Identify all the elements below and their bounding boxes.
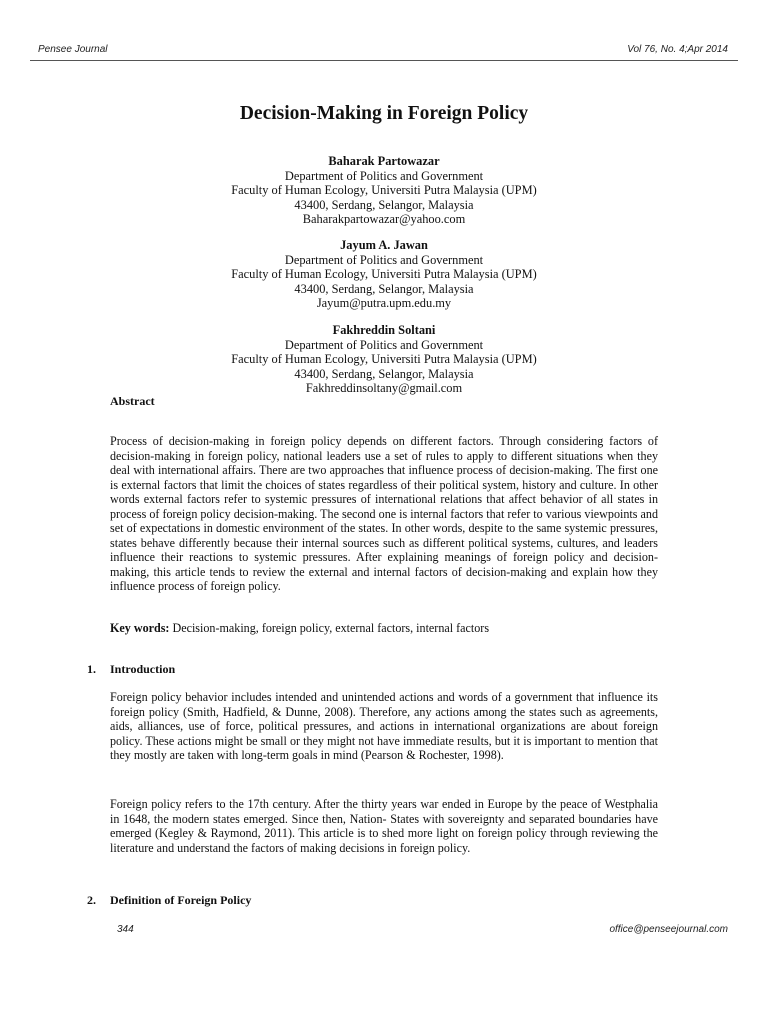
section-title: Definition of Foreign Policy (110, 893, 252, 907)
journal-email: office@penseejournal.com (609, 924, 728, 935)
author-department: Department of Politics and Government (284, 252, 484, 267)
author-name: Jayum A. Jawan (340, 238, 428, 252)
author-department: Department of Politics and Government (284, 168, 484, 183)
author-faculty: Faculty of Human Ecology, Universiti Putra Malaysia (UPM) (231, 352, 537, 367)
section-title: Introduction (110, 662, 176, 676)
author-email: Fakhreddinsoltany@gmail.com (305, 381, 463, 396)
author-block-3 (0, 323, 768, 396)
paper-title: Decision-Making in Foreign Policy (239, 103, 529, 124)
body-paragraph: Foreign policy behavior includes intended and unintended actions and words of a government that influence its foreign policy (Smith, Hadfield, & Dunne, 2008). Therefore, any actions among the states such as agreements, aids, alliances, use of force, political pressures, and actions in international organizations are about foreign policy. These actions might be small or they might not have immediate results, but it is important to mention that they mostly are taken with long-term goals in mind (Pearson & Rochester, 1998). (110, 690, 658, 762)
keywords-line (110, 621, 658, 636)
author-name: Fakhreddin Soltani (332, 323, 436, 337)
section-number: 1. (87, 662, 96, 676)
author-address: 43400, Serdang, Selangor, Malaysia (294, 366, 474, 381)
author-block-2 (0, 238, 768, 311)
volume-issue: Vol 76, No. 4;Apr 2014 (627, 44, 728, 55)
author-faculty: Faculty of Human Ecology, Universiti Putra Malaysia (UPM) (231, 183, 537, 198)
keywords-text: Decision-making, foreign policy, external factors, internal factors (169, 621, 490, 635)
author-department: Department of Politics and Government (284, 337, 484, 352)
section-number: 2. (87, 893, 96, 907)
section-heading-definition (87, 893, 251, 908)
abstract-heading: Abstract (110, 394, 155, 408)
abstract-body: Process of decision-making in foreign policy depends on different factors. Through considering factors of decision-making in foreign policy, national leaders use a set of rules to apply to different situations when they deal with international affairs. There are two approaches that influence process of decision-making. The first one is external factors that limit the choices of states regardless of their political system, history and culture. In other words external factors refer to systemic pressures of international relations that affect behavior of all states in process of foreign policy decision-making. The second one is internal factors that refer to various viewpoints and set of expectations in domestic environment of the states. In other words, despite to the same systemic pressures, states behave differently because their internal sources such as different political systems, cultures, and leaders influence their reactions to systemic pressures. After explaining meanings of foreign policy and decision-making, this article tends to review the external and internal factors of decision-making and explain how they influence process of foreign policy. (110, 434, 658, 593)
author-faculty: Faculty of Human Ecology, Universiti Putra Malaysia (UPM) (231, 267, 537, 282)
author-name: Baharak Partowazar (328, 154, 440, 168)
author-address: 43400, Serdang, Selangor, Malaysia (294, 281, 474, 296)
body-paragraph: Foreign policy refers to the 17th century. After the thirty years war ended in Europe by the peace of Westphalia in 1648, the modern states emerged. Since then, Nation- States with sovereignty and separated boundaries have emerged (Kegley & Raymond, 2011). This article is to shed more light on foreign policy through reviewing the literature and understand the factors of making decisions in foreign policy. (110, 797, 658, 855)
author-address: 43400, Serdang, Selangor, Malaysia (294, 197, 474, 212)
header-divider (30, 60, 738, 61)
keywords-label: Key words: (110, 621, 170, 635)
section-heading-introduction (87, 662, 175, 677)
author-block-1 (0, 154, 768, 227)
author-email: Jayum@putra.upm.edu.my (316, 296, 452, 311)
author-email: Baharakpartowazar@yahoo.com (302, 212, 466, 227)
page-number: 344 (117, 924, 134, 935)
journal-name: Pensee Journal (38, 44, 108, 55)
